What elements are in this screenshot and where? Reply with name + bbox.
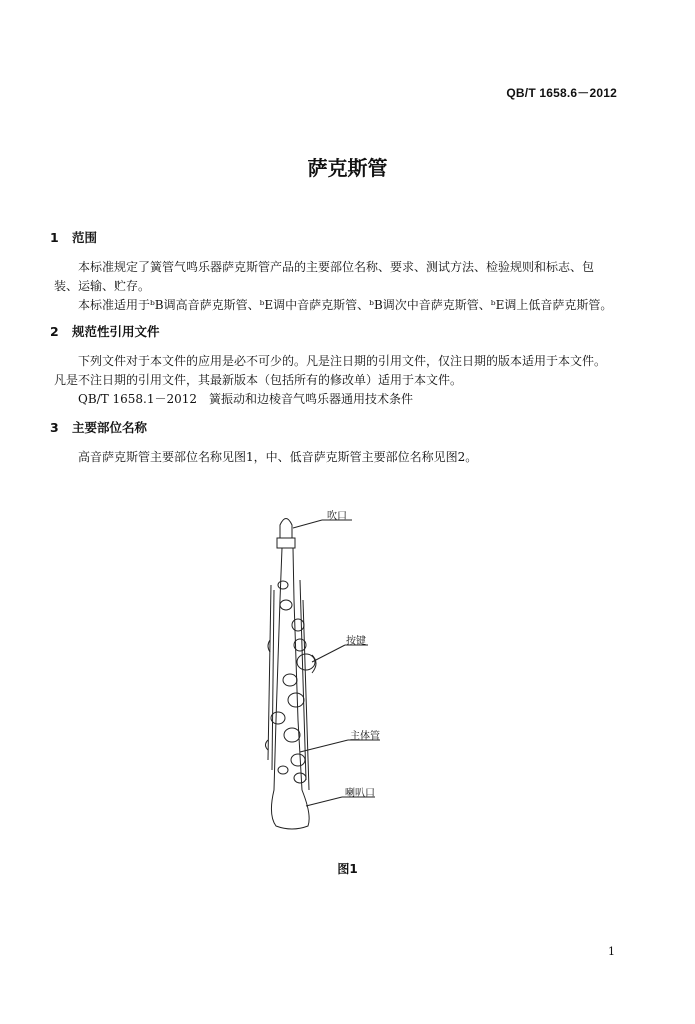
label-keys: 按键 (346, 636, 366, 647)
standard-number: QB/T 1658.6－2012 (506, 86, 617, 100)
section-title: 规范性引用文件 (72, 324, 160, 339)
paragraph: 装、运输、贮存。 (54, 279, 151, 293)
paragraph: 本标准规定了簧管气鸣乐器萨克斯管产品的主要部位名称、要求、测试方法、检验规则和标志、包 (78, 260, 595, 274)
paragraph: 下列文件对于本文件的应用是必不可少的。凡是注日期的引用文件，仅注日期的版本适用于本文件。 (78, 354, 607, 368)
section-number: 1 (50, 230, 59, 245)
figure-caption: 图1 (337, 862, 358, 876)
section-number: 3 (50, 420, 59, 435)
paragraph: 凡是不注日期的引用文件，其最新版本（包括所有的修改单）适用于本文件。 (54, 373, 463, 387)
reference-entry: QB/T 1658.1－2012 簧振动和边棱音气鸣乐器通用技术条件 (78, 392, 414, 406)
label-bell: 喇叭口 (345, 788, 375, 799)
document-title: 萨克斯管 (307, 156, 388, 180)
section-number: 2 (50, 324, 59, 339)
label-mouthpiece: 吹口 (327, 511, 347, 522)
paragraph: 高音萨克斯管主要部位名称见图1，中、低音萨克斯管主要部位名称见图2。 (78, 450, 478, 464)
section-title: 主要部位名称 (72, 420, 148, 435)
page-number: 1 (608, 945, 615, 958)
section-title: 范围 (72, 230, 98, 245)
mouthpiece-shape (280, 519, 292, 539)
paragraph: 本标准适用于ᵇB调高音萨克斯管、ᵇE调中音萨克斯管、ᵇB调次中音萨克斯管、ᵇE调上低音萨克斯管。 (78, 298, 613, 312)
label-body-tube: 主体管 (350, 731, 380, 742)
